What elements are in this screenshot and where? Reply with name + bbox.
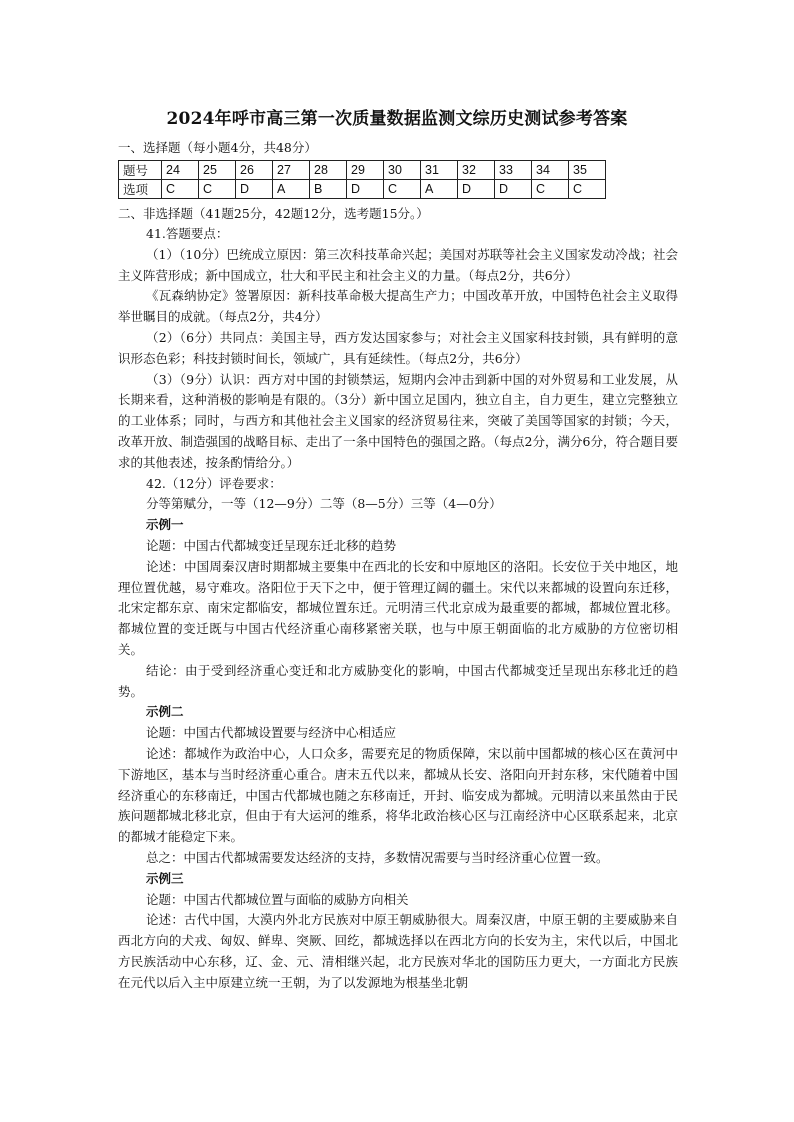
question-number: 24: [162, 161, 199, 180]
question-number: 27: [273, 161, 310, 180]
question-number: 32: [458, 161, 495, 180]
question-number: 33: [495, 161, 532, 180]
question-number: 35: [569, 161, 606, 180]
document-title: 2024年呼市高三第一次质量数据监测文综历史测试参考答案: [166, 109, 628, 129]
q41-part1-wassenaar: 《瓦森纳协定》签署原因：新科技革命极大提高生产力；中国改革开放，中国特色社会主义取得举世瞩目的成就。（每点2分，共4分）: [118, 288, 678, 325]
example2-thesis: 论题：中国古代都城设置要与经济中心相适应: [146, 725, 397, 741]
answer-option: C: [532, 180, 569, 199]
section-heading-choice: 一、选择题（每小题4分，共48分）: [118, 140, 317, 155]
question-number: 31: [421, 161, 458, 180]
q42-grading: 分等第赋分，一等（12—9分）二等（8—5分）三等（4—0分）: [146, 496, 502, 512]
answer-option: D: [236, 180, 273, 199]
answer-body: [118, 224, 678, 993]
example1-thesis: 论题：中国古代都城变迁呈现东迁北移的趋势: [146, 537, 397, 553]
example1-conclusion: 结论：由于受到经济重心变迁和北方威胁变化的影响，中国古代都城变迁呈现出东移北迁的趋势。: [118, 662, 678, 699]
answer-option: C: [162, 180, 199, 199]
question-number: 30: [384, 161, 421, 180]
answer-option: C: [199, 180, 236, 199]
answer-option: A: [421, 180, 458, 199]
q42-heading: 42.（12分）评卷要求：: [146, 475, 282, 491]
example-heading: 示例二: [146, 704, 184, 720]
question-number: 29: [347, 161, 384, 180]
answer-option: A: [273, 180, 310, 199]
example2-argument: 论述：都城作为政治中心，人口众多，需要充足的物质保障，宋以前中国都城的核心区在黄河中下游地区，基本与当时经济重心重合。唐末五代以来，都城从长安、洛阳向开封东移，宋代随着中国经济重心的东移南迁，中国古代都城也随之东移南迁，开封、临安成为都城。元明清以来虽然由于民族问题都城北移北京，但由于有大运河的维系，将华北政治核心区与江南经济中心区联系起来，北京的都城才能稳定下来。: [118, 745, 678, 845]
example-heading: 示例三: [146, 870, 184, 886]
section-heading-nonchoice: 二、非选择题（41题25分，42题12分，选考题15分。）: [118, 206, 429, 221]
q41-part3: （3）（9分）认识：西方对中国的封锁禁运，短期内会冲击到新中国的对外贸易和工业发展，从长期来看，这种消极的影响是有限的。（3分）新中国立足国内，独立自主，自力更生，建立完整独立的工业体系；同时，与西方和其他社会主义国家的经济贸易往来，突破了美国等国家的封锁；今天，改革开放、制造强国的战略目标、走出了一条中国特色的强国之路。（每点2分，满分6分，符合题目要求的其他表述，按条酌情给分。）: [118, 371, 678, 470]
table-row-label: 题号: [119, 161, 162, 180]
example2-conclusion: 总之：中国古代都城需要发达经济的支持，多数情况需要与当时经济重心位置一致。: [146, 849, 609, 865]
question-number: 28: [310, 161, 347, 180]
question-number: 34: [532, 161, 569, 180]
table-row-label: 选项: [119, 180, 162, 199]
answer-table-row-answers: [119, 180, 606, 199]
answer-option: C: [569, 180, 606, 199]
example1-argument: 论述：中国周秦汉唐时期都城主要集中在西北的长安和中原地区的洛阳。长安位于关中地区，地理位置优越，易守难攻。洛阳位于天下之中，便于管理辽阔的疆土。宋代以来都城的设置向东迁移，北宋定都东京、南宋定都临安，都城位置东迁。元明清三代北京成为最重要的都城，都城位置北移。都城位置的变迁既与中国古代经济重心南移紧密关联，也与中原王朝面临的北方威胁的方位密切相关。: [118, 558, 678, 657]
answer-option: B: [310, 180, 347, 199]
answer-option: D: [458, 180, 495, 199]
answer-table-row-numbers: [119, 161, 606, 180]
answer-option: D: [347, 180, 384, 199]
q41-heading: 41.答题要点：: [146, 226, 229, 241]
example3-thesis: 论题：中国古代都城位置与面临的威胁方向相关: [146, 891, 409, 907]
answer-table: [118, 160, 606, 199]
q41-part1-reason: （1）（10分）巴统成立原因：第三次科技革命兴起；美国对苏联等社会主义国家发动冷战；社会主义阵营形成；新中国成立，壮大和平民主和社会主义的力量。（每点2分，共6分）: [118, 246, 678, 283]
example-heading: 示例一: [146, 517, 184, 533]
answer-option: C: [384, 180, 421, 199]
question-number: 26: [236, 161, 273, 180]
question-number: 25: [199, 161, 236, 180]
example3-argument: 论述：古代中国，大漠内外北方民族对中原王朝威胁很大。周秦汉唐，中原王朝的主要威胁来自西北方向的犬戎、匈奴、鲜卑、突厥、回纥，都城选择以在西北方向的长安为主，宋代以后，中国北方民族活动中心东移，辽、金、元、清相继兴起，北方民族对华北的国防压力更大，一方面北方民族在元代以后入主中原建立统一王朝，为了以发源地为根基坐北朝: [118, 912, 678, 990]
q41-part2: （2）（6分）共同点：美国主导，西方发达国家参与；对社会主义国家科技封锁，具有鲜明的意识形态色彩；科技封锁时间长，领域广，具有延续性。（每点2分，共6分）: [118, 329, 678, 366]
answer-option: D: [495, 180, 532, 199]
